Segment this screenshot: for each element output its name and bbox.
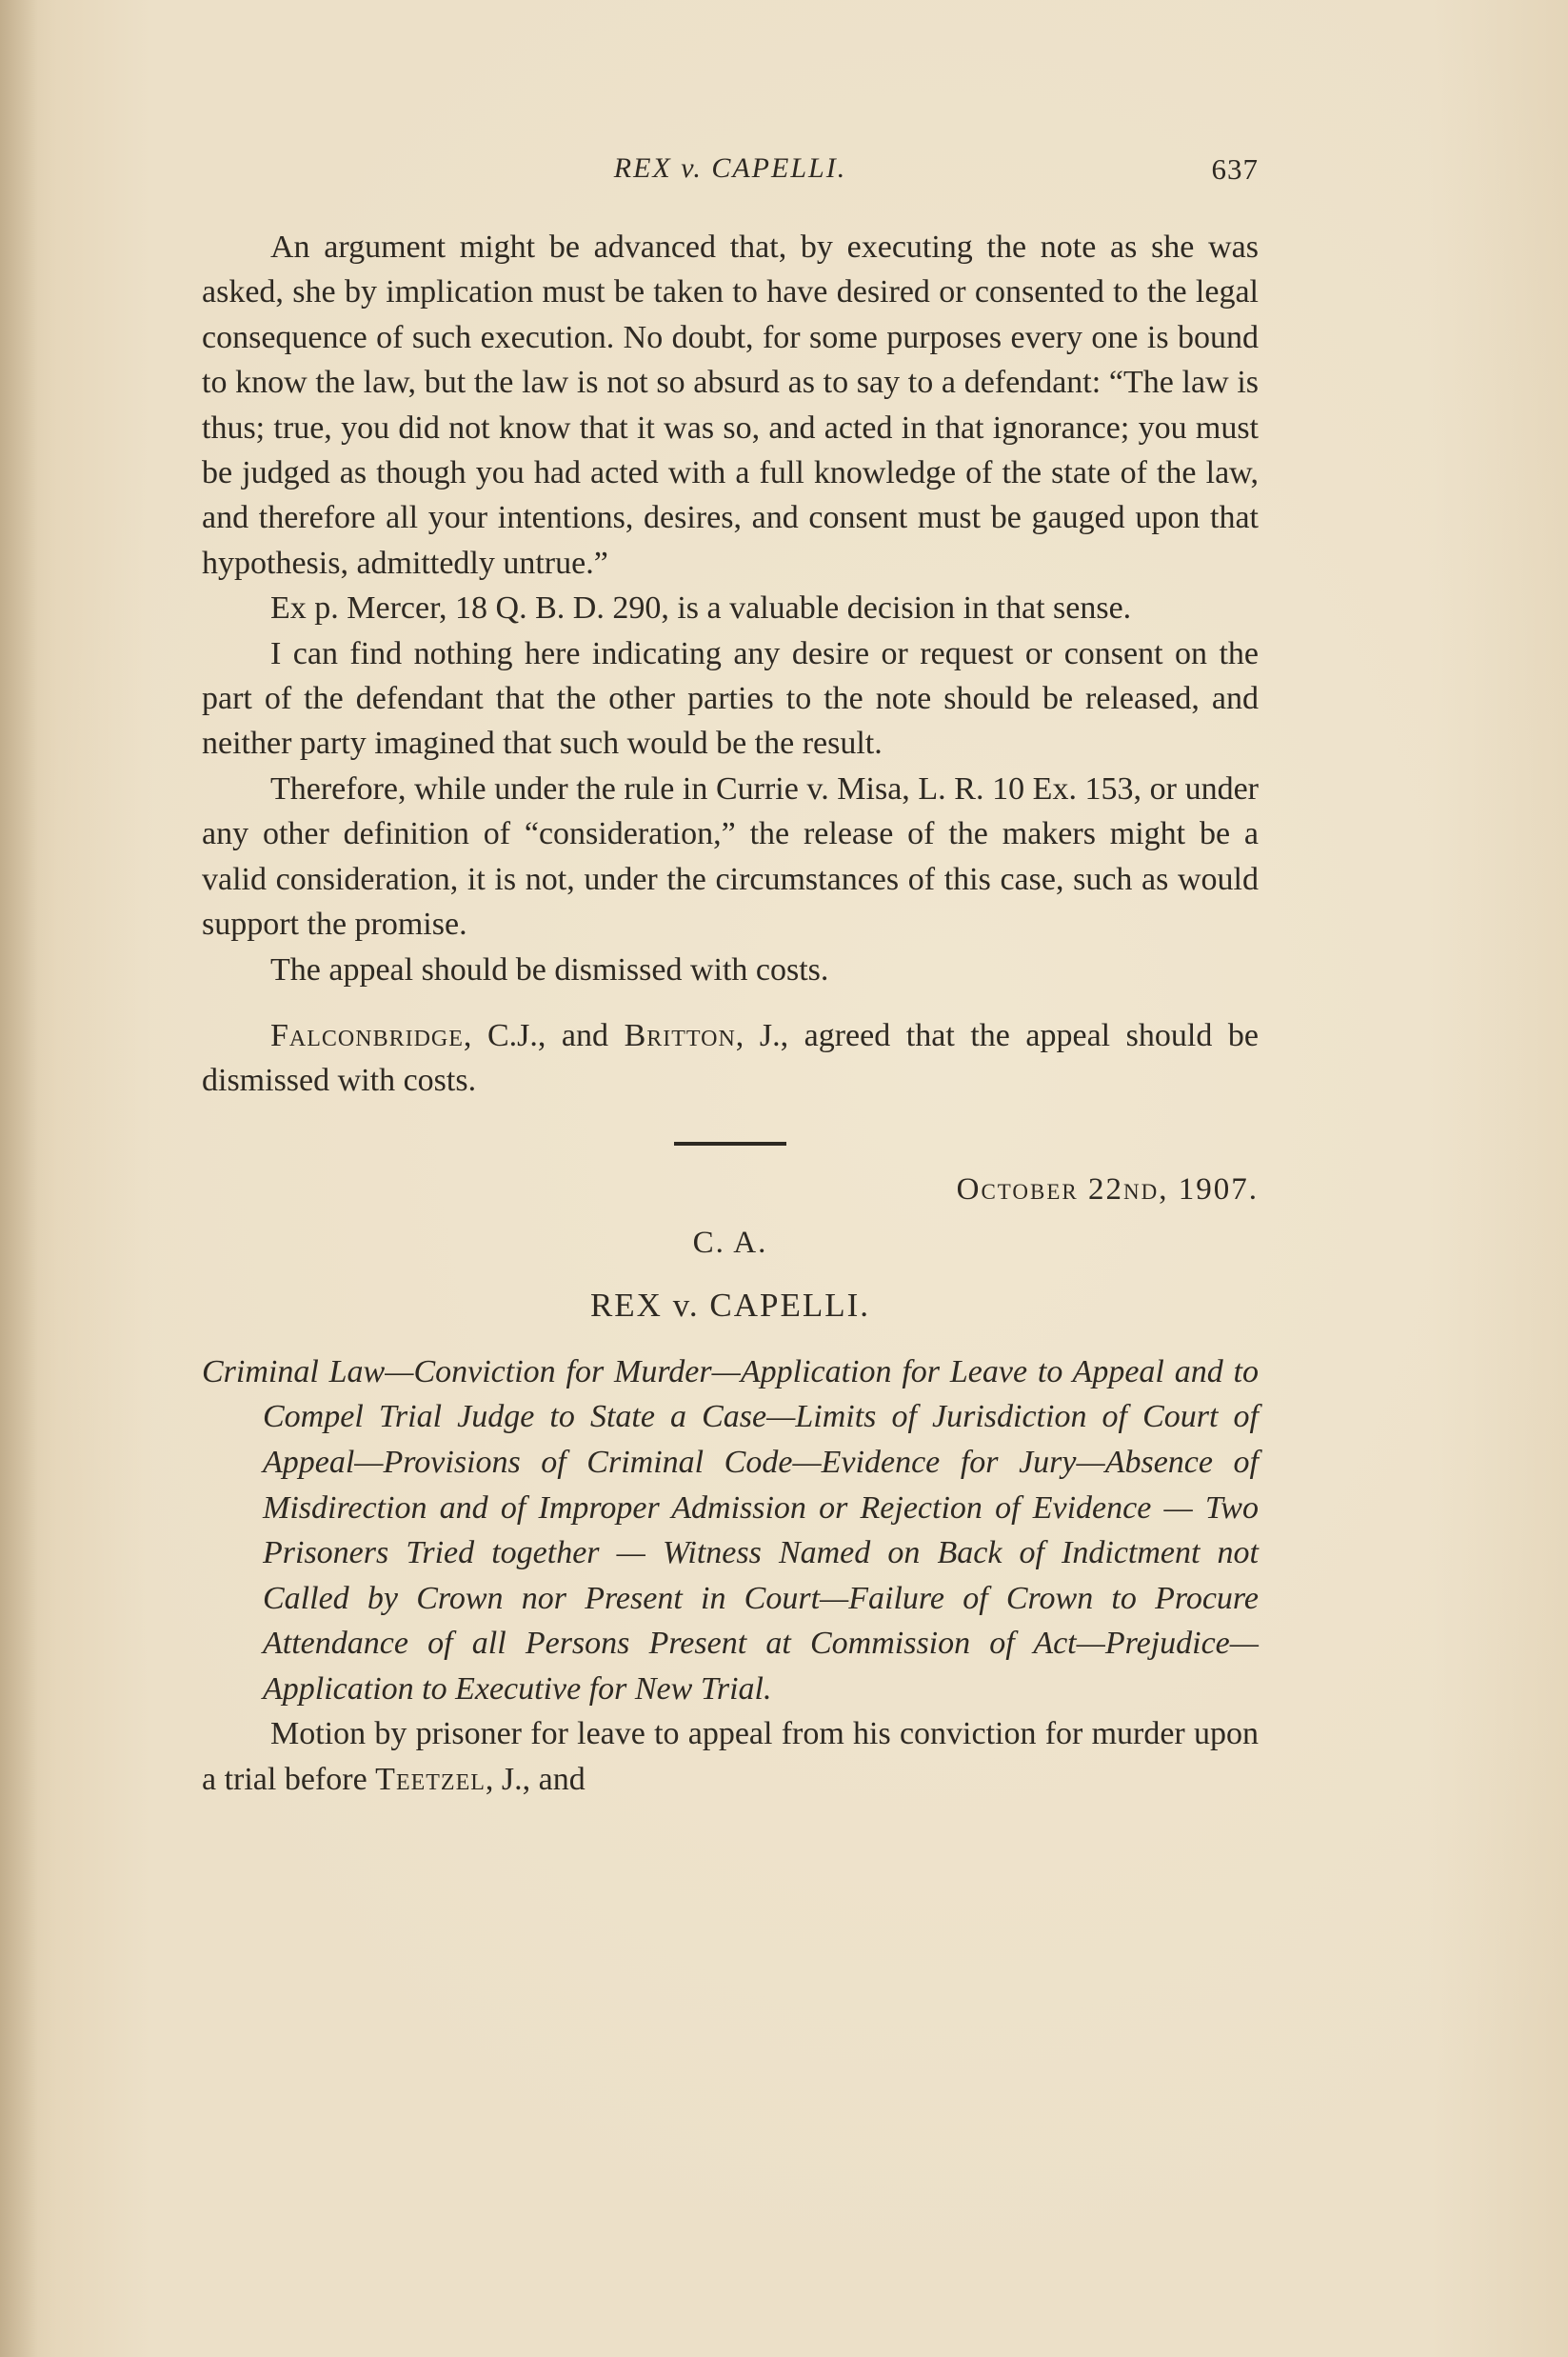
- running-head: REX v. CAPELLI.: [613, 152, 847, 184]
- page-body: [202, 225, 1259, 1802]
- paragraph-dismissal: The appeal should be dismissed with costs.: [270, 951, 829, 988]
- motion-text-end: , J., and: [485, 1761, 586, 1797]
- case-title: REX v. CAPELLI.: [589, 1286, 871, 1324]
- judge-name-falconbridge: Falconbridge: [270, 1017, 464, 1053]
- case-headnote: Criminal Law—Conviction for Murder—Application for Leave to Appeal and to Compel Trial Judge to State a Case—Limits of Jurisdiction of Court of Appeal—Provisions of Criminal Code—Evidence for Jury—Absence of Misdirection and of Improper Admission or Rejection of Evidence — Two Prisoners Tried together — Witness Named on Back of Indictment not Called by Crown nor Present in Court—Failure of Crown to Procure Attendance of all Persons Present at Commission of Act—Prejudice—Application to Executive for New Trial.: [202, 1353, 1259, 1707]
- concurrence-text-mid: , C.J., and: [463, 1017, 625, 1053]
- judge-name-britton: Britton: [624, 1017, 736, 1053]
- paragraph-no-desire: I can find nothing here indicating any desire or request or consent on the part of the defendant that the other parties to the note should be released, and neither party imagined that such would be the result.: [202, 635, 1259, 762]
- judge-name-teetzel: Teetzel: [375, 1761, 486, 1797]
- section-divider: [674, 1142, 786, 1146]
- motion-text-start: Motion by prisoner for leave to appeal from his conviction for murder upon a trial before: [202, 1716, 1259, 1797]
- paragraph-mercer-citation: Ex p. Mercer, 18 Q. B. D. 290, is a valuable decision in that sense.: [270, 590, 1132, 627]
- paragraph-argument: An argument might be advanced that, by executing the note as she was asked, she by implication must be taken to have desired or consented to the legal consequence of such execution. No doubt, for some purposes every one is bound to know the law, but the law is not so absurd as to say to a defendant: “The law is thus; true, you did not know that it was so, and acted in that ignorance; you must be judged as though you had acted with a full knowledge of the state of the law, and therefore all your intentions, desires, and consent must be gauged upon that hypothesis, admittedly untrue.”: [202, 230, 1259, 581]
- paragraph-concurrence: [202, 1013, 1259, 1104]
- paragraph-motion: [202, 1711, 1259, 1802]
- page-gutter-shadow: [0, 0, 38, 2357]
- concurrence-text-end: , J., agreed that the appeal should be dismissed with costs.: [202, 1017, 1259, 1099]
- court-designation: C. A.: [692, 1225, 768, 1260]
- paragraph-consideration: Therefore, while under the rule in Currie v. Misa, L. R. 10 Ex. 153, or under any other definition of “consideration,” the release of the makers might be a valid consideration, it is not, under the circumstances of this case, such as would support the promise.: [202, 770, 1259, 943]
- page-number: 637: [1211, 152, 1259, 186]
- case-date: October 22nd, 1907.: [956, 1171, 1259, 1207]
- page-header: [202, 152, 1259, 190]
